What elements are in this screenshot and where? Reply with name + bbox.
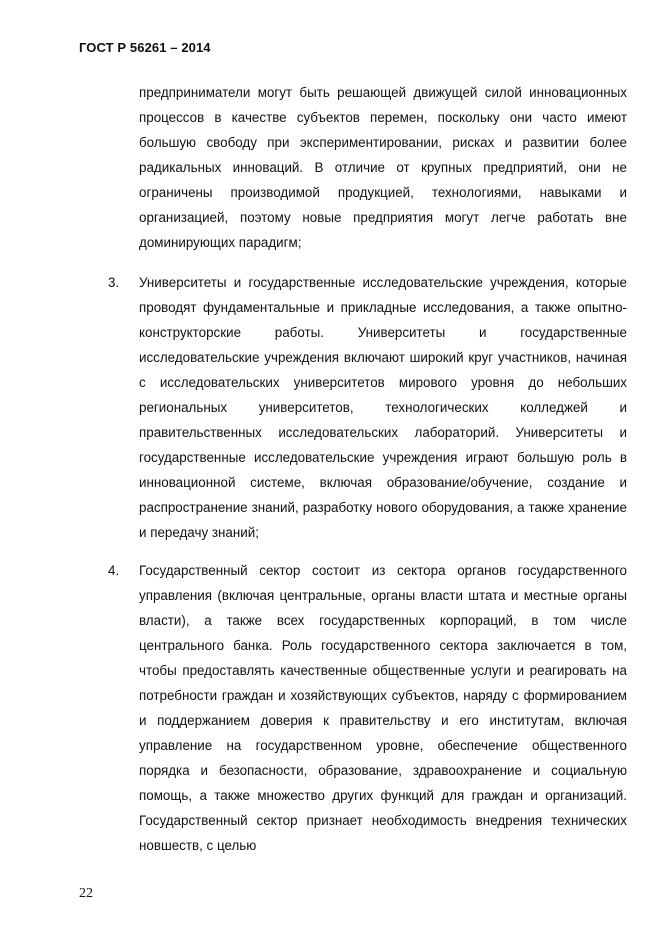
paragraph-text: предприниматели могут быть решающей движущей силой инновационных процессов в качестве субъектов перемен, поскольку они часто имеют большую свободу при экспериментировании, рисках и развитии более радикальных инноваций. В отличие от крупных предприятий, они не ограничены производимой продукцией, технологиями, навыками и организацией, поэтому новые предприятия могут легче работать вне доминирующих парадигм; xyxy=(139,85,627,250)
paragraph-continued xyxy=(139,80,627,255)
list-item-3 xyxy=(108,270,627,545)
document-header: ГОСТ Р 56261 – 2014 xyxy=(79,40,211,55)
list-item-number: 3. xyxy=(108,275,120,290)
list-item-4 xyxy=(108,558,627,858)
paragraph-text: Университеты и государственные исследовательские учреждения, которые проводят фундаментальные и прикладные исследования, а также опытно-конструкторские работы. Университеты и государственные исследовательские учреждения включают широкий круг участников, начиная с исследовательских университетов мирового уровня до небольших региональных университетов, технологических колледжей и правительственных исследовательских лабораторий. Университеты и государственные исследовательские учреждения играют большую роль в инновационной системе, включая образование/обучение, создание и распространение знаний, разработку нового оборудования, а также хранение и передачу знаний; xyxy=(139,275,627,540)
paragraph-text: Государственный сектор состоит из сектора органов государственного управления (включая центральные, органы власти штата и местные органы власти), а также всех государственных корпораций, в том числе центрального банка. Роль государственного сектора заключается в том, чтобы предоставлять качественные общественные услуги и реагировать на потребности граждан и хозяйствующих субъектов, наряду с формированием и поддержанием доверия к правительству и его институтам, включая управление на государственном уровне, обеспечение общественного порядка и безопасности, образование, здравоохранение и социальную помощь, а также множество других функций для граждан и организаций. Государственный сектор признает необходимость внедрения технических новшеств, с целью xyxy=(139,563,627,853)
page-number: 22 xyxy=(79,886,93,901)
list-item-number: 4. xyxy=(108,563,120,578)
page-body xyxy=(0,80,662,858)
